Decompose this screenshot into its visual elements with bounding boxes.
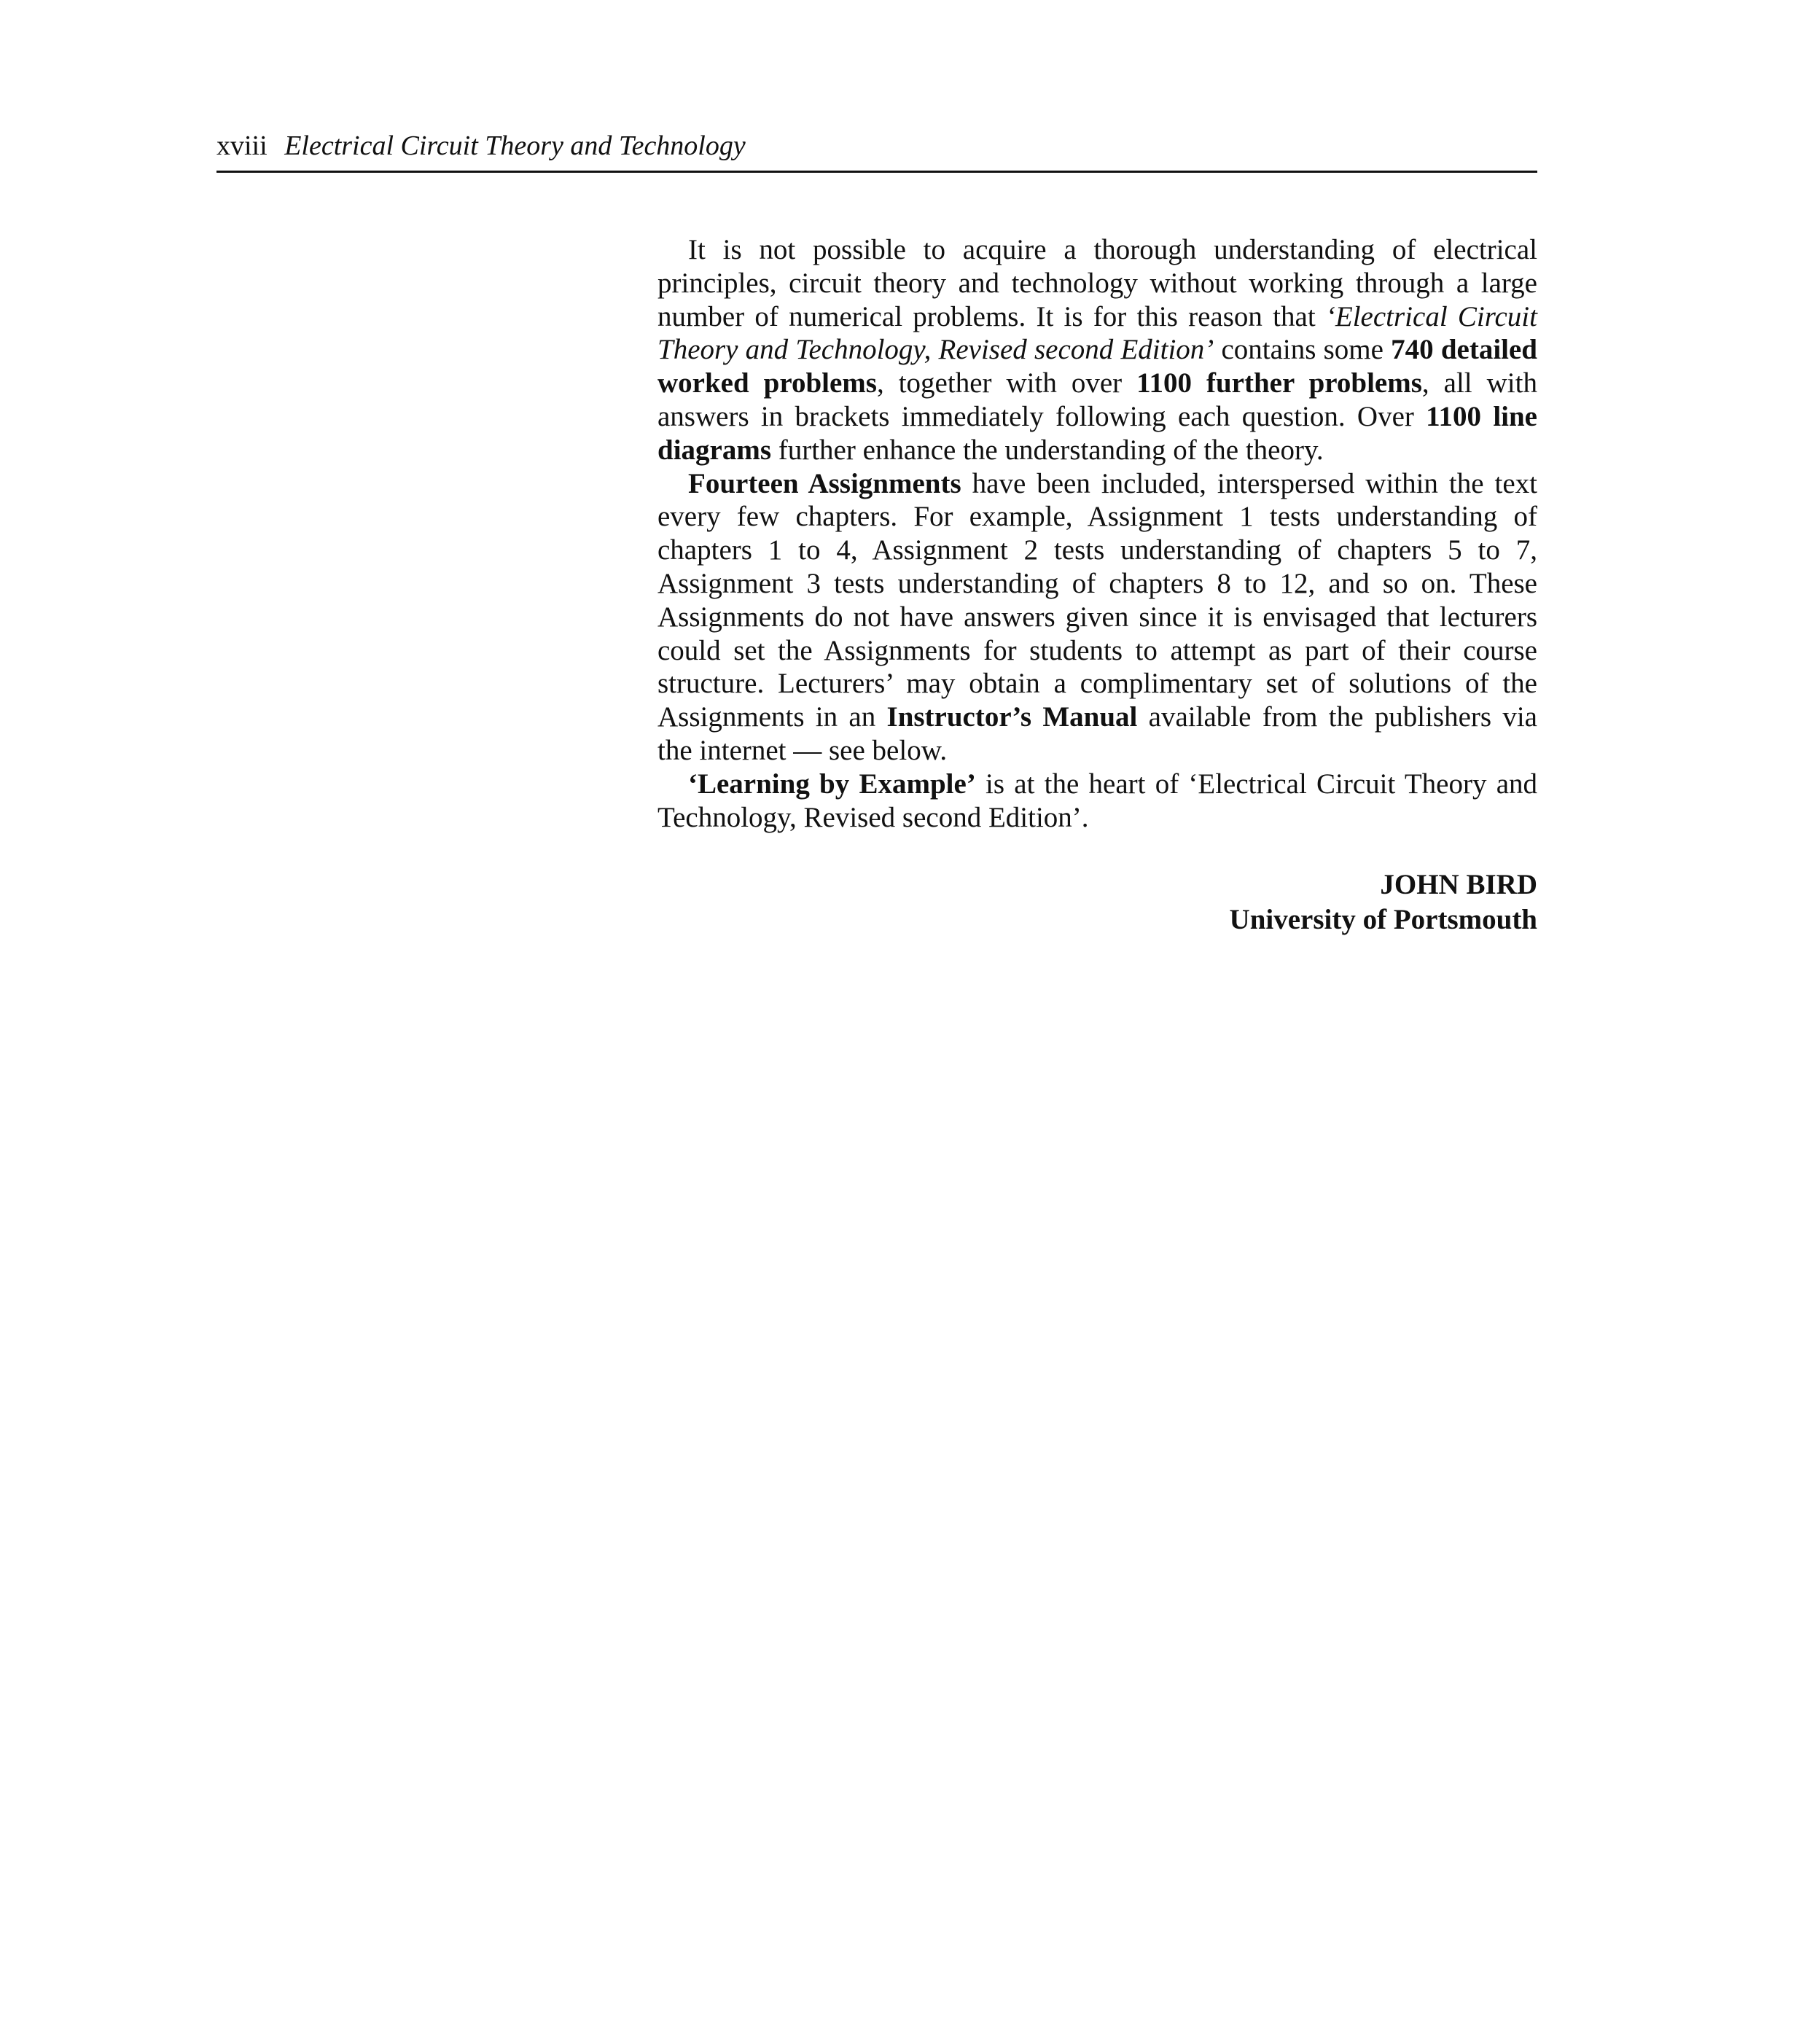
further-problems-count: 1100 further problems <box>1136 367 1422 399</box>
line-diagrams-count: 1100 line diagrams <box>657 400 1537 466</box>
paragraph1-text-5: further enhance the understanding of the theory. <box>771 434 1324 466</box>
learning-by-example: ‘Learning by Example’ <box>688 768 976 800</box>
worked-problems-count: 740 detailed worked problems <box>657 334 1537 399</box>
paragraph2-text-1: have been included, interspersed within the text every few chapters. For example, Assignment 1 tests understanding of chapters 1 to 4, Assignment 2 tests understanding of chapters 5 to 7, Assignment 3 tests understanding of chapters 8 to 12, and so on. These Assignments do not have answers given since it is envisaged that lecturers could set the Assignments for students to attempt as part of their course structure. Lecturers’ may obtain a complimentary set of solutions of the Assignments in an <box>657 467 1538 733</box>
book-title: Electrical Circuit Theory and Technology <box>284 130 746 161</box>
paragraph1-text-2: contains some <box>1214 334 1392 366</box>
assignments-heading: Fourteen Assignments <box>688 467 961 499</box>
paragraph3-text-1: is at the heart of ‘Electrical Circuit Theory and Technology, Revised second Edition’. <box>657 768 1538 833</box>
paragraph1-text-1: It is not possible to acquire a thorough understanding of electrical principles, circuit theory and technology without working through a large number of numerical problems. It is for this reason that <box>657 234 1537 332</box>
paragraph-worked-problems <box>657 233 1537 467</box>
page-number: xviii <box>216 130 268 161</box>
paragraph1-text-3: , together with over <box>876 367 1137 399</box>
book-title-italic: ‘Electrical Circuit Theory and Technology, Revised second Edition’ <box>657 300 1537 366</box>
running-header <box>216 130 1537 171</box>
preface-text <box>657 233 1537 937</box>
instructors-manual: Instructor’s Manual <box>886 701 1138 733</box>
signature <box>657 867 1537 937</box>
author-affiliation: University of Portsmouth <box>1229 904 1537 936</box>
paragraph1-text-4: , all with answers in brackets immediately following each question. Over <box>657 367 1537 432</box>
paragraph-learning-by-example <box>657 768 1537 835</box>
author-name: JOHN BIRD <box>1380 869 1537 901</box>
paragraph2-text-2: available from the publishers via the internet — see below. <box>657 701 1537 766</box>
header-rule <box>216 171 1537 173</box>
paragraph-assignments <box>657 467 1537 768</box>
